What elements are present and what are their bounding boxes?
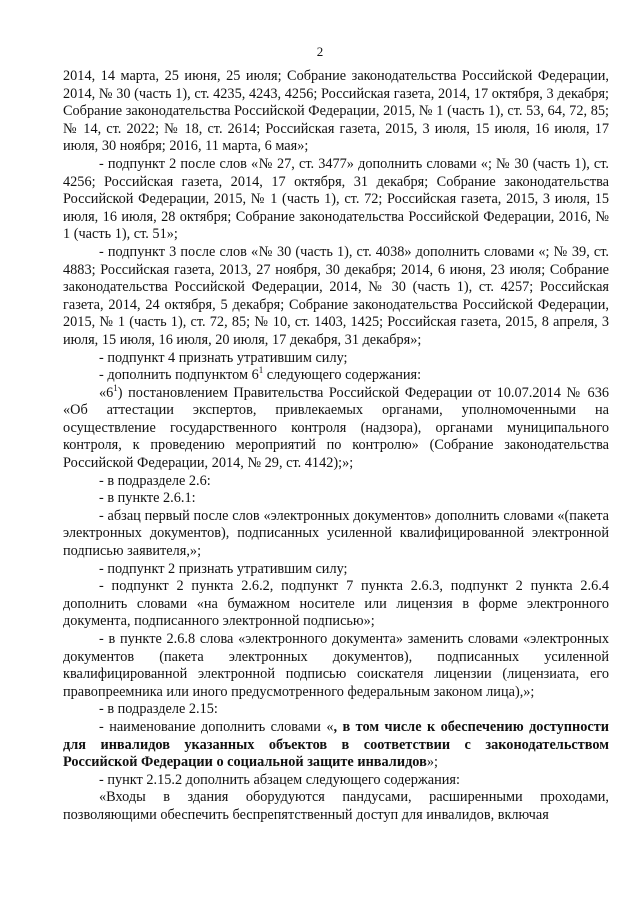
paragraph-subsection-2-15: - в подразделе 2.15:	[99, 701, 218, 718]
page-number: 2	[316, 44, 324, 59]
paragraph-subpoints-2-6-2-to-2-6-4: - подпункт 2 пункта 2.6.2, подпункт 7 пункта 2.6.3, подпункт 2 пункта 2.6.4 дополнить словами «на бумажном носителе или лицензия в форме электронного документа, подписанного электронной подписью»;	[63, 578, 609, 630]
heading-addition-text-end: »;	[426, 754, 438, 771]
superscript-index: 1	[113, 382, 118, 393]
paragraph-point-2-15-2: - пункт 2.15.2 дополнить абзацем следующего содержания:	[99, 771, 460, 788]
paragraph-point-2-6-8: - в пункте 2.6.8 слова «электронного документа» заменить словами «электронных документов (пакета электронных документов), подписанных усиленной квалифицированной электронной подписью соискателя лицензии (лицензиата, его правопреемника или иного предусмотренного федеральным законом лица),»;	[63, 631, 609, 700]
paragraph-add-subpoint-6-1-text-end: следующего содержания:	[263, 367, 422, 384]
paragraph-subpoint-4-repeal: - подпункт 4 признать утратившим силу;	[99, 349, 348, 366]
paragraph-continuation-sources: 2014, 14 марта, 25 июня, 25 июля; Собрание законодательства Российской Федерации, 2014, № 30 (часть 1), ст. 4235, 4243, 4256; Российская газета, 2014, 17 октября, 3 декабря; Собрание законодательства Российской Федерации, 2015, № 1 (часть 1), ст. 53, 64, 72, 85; № 14, ст. 2022; № 18, ст. 2614; Российская газета, 2015, 3 июля, 15 июля, 16 июля, 17 июля, 30 ноября; 2016, 11 марта, 6 мая»;	[63, 68, 609, 155]
paragraph-add-subpoint-6-1	[63, 367, 609, 385]
paragraph-entrances-quote: «Входы в здания оборудуются пандусами, расширенными проходами, позволяющими обеспечить беспрепятственный доступ для инвалидов, включая	[63, 789, 609, 823]
paragraph-subpoint-6-1-content	[63, 382, 609, 473]
paragraph-add-subpoint-6-1-text: - дополнить подпунктом 6	[99, 367, 259, 384]
subpoint-6-1-text-start: «6	[99, 384, 114, 401]
paragraph-first-abzac: - абзац первый после слов «электронных документов» дополнить словами «(пакета электронных документов), подписанных усиленной квалифицированной электронной подписью заявителя,»;	[63, 507, 609, 560]
paragraph-point-2-6-1: - в пункте 2.6.1:	[99, 490, 196, 507]
paragraph-subpoint-2-repeal: - подпункт 2 признать утратившим силу;	[99, 560, 348, 577]
superscript-index: 1	[258, 365, 264, 376]
heading-addition-bold-text: , в том числе к обеспечению доступности для инвалидов указанных объектов в соответствии с законодательством Российской Федерации о социальной защите инвалидов	[63, 718, 610, 771]
heading-addition-text-start: - наименование дополнить словами «	[99, 718, 334, 735]
document-body	[63, 68, 609, 825]
paragraph-subpoint-3: - подпункт 3 после слов «№ 30 (часть 1), ст. 4038» дополнить словами «; № 39, ст. 4883; Российская газета, 2013, 27 ноября, 30 декабря; 2014, 6 июня, 23 июля; Собрание законодательства Российской Федерации, 2014, № 30 (часть 1), ст. 4257; Российская газета, 2014, 24 октября, 5 декабря; Собрание законодательства Российской Федерации, 2015, № 1 (часть 1), ст. 72, 85; № 10, ст. 1403, 1425; Российская газета, 2015, 8 апреля, 3 июля, 15 июля, 16 июля, 20 июля, 17 декабря, 31 декабря»;	[63, 243, 609, 348]
paragraph-heading-addition	[63, 719, 609, 772]
paragraph-subpoint-2: - подпункт 2 после слов «№ 27, ст. 3477» дополнить словами «; № 30 (часть 1), ст. 4256; Российская газета, 2014, 17 октября, 31 декабря; Собрание законодательства Российской Федерации, 2015, № 1 (часть 1), ст. 72; Российская газета, 2015, 3 июля, 15 июля, 16 июля, 28 октября; Собрание законодательства Российской Федерации, 2016, № 1 (часть 1), ст. 51»;	[63, 155, 609, 243]
subpoint-6-1-text-end: ) постановлением Правительства Российской Федерации от 10.07.2014 № 636 «Об аттестации экспертов, привлекаемых органами, уполномоченными на осуществление государственного контроля (надзора), органами муниципального контроля, к проведению мероприятий по контролю» (Собрание законодательства Российской Федерации, 2014, № 29, ст. 4142);»;	[63, 384, 609, 472]
paragraph-subsection-2-6: - в подразделе 2.6:	[99, 472, 211, 489]
